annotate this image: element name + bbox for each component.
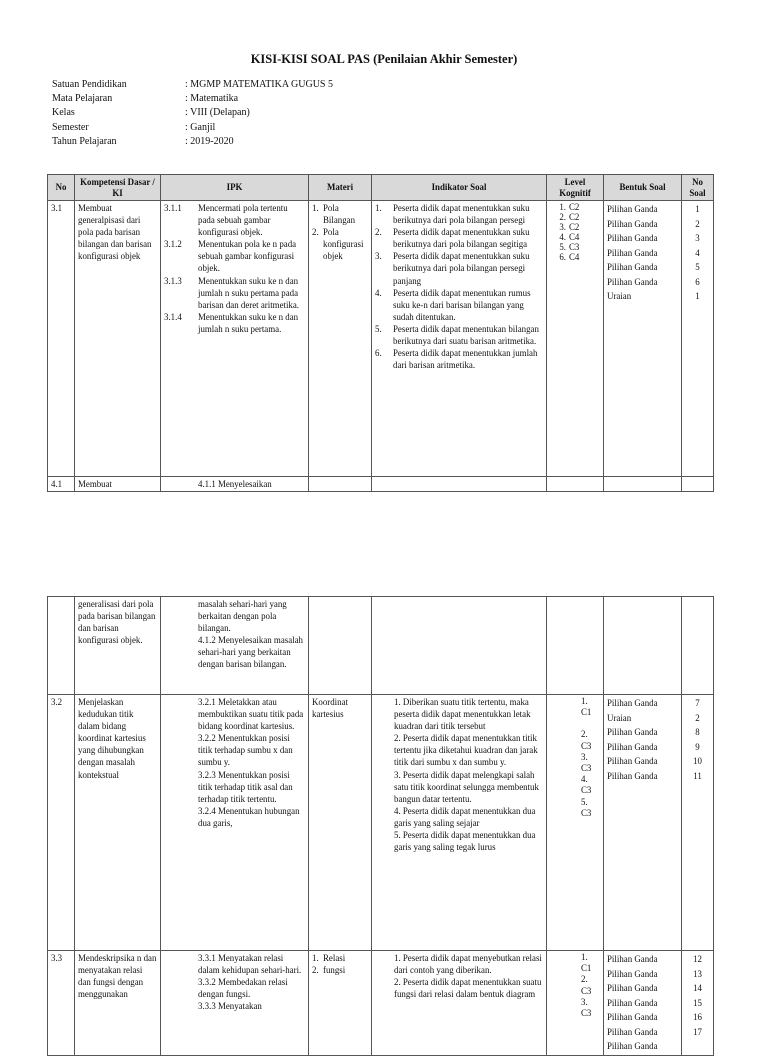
cell-nosoal [682,951,714,1056]
bentuk-item: Pilihan Ganda [607,997,658,1008]
level-text: 2. [581,974,588,985]
cell-kd: Membuat [75,477,161,492]
indikator-number: 2. [375,227,382,238]
level-text: C1 [581,707,592,718]
materi-item [312,202,368,226]
cell-materi [309,597,372,695]
level-number: 2. [559,212,566,222]
cell-materi [309,951,372,1056]
nosoal-item: 1 [695,204,700,214]
bentuk-item: Pilihan Ganda [607,727,658,737]
level-number: 3. [559,222,566,232]
cell-no: 3.2 [48,695,75,951]
level-text: C3 [581,763,592,774]
nosoal-item: 13 [693,968,702,979]
level-text: C2 [569,212,580,222]
cell-no: 3.3 [48,951,75,1056]
meta-label: Semester [52,121,89,133]
ipk-text: 3.2.3 Menentukkan posisi titik terhadap titik asal dan terhadap titik tertentu. [198,769,293,804]
ipk-number: 3.1.3 [164,275,182,286]
header-level: Level Kognitif [547,175,604,201]
cell-nosoal [682,477,714,492]
ipk-number: 3.1.4 [164,311,182,322]
ipk-text: 3.2.2 Menentukkan posisi titik terhadap sumbu x dan sumbu y. [198,733,293,768]
cell-level [547,695,604,951]
level-text: 5. [581,796,588,807]
cell-kd: Membuat generalpisasi dari pola pada barisan bilangan dan barisan konfigurasi objek [75,201,161,477]
nosoal-item: 10 [693,756,702,766]
cell-nosoal [682,695,714,951]
ipk-text: 3.2.1 Meletakkan atau membuktikan suatu titik pada bidang koordinat kartesius. [198,697,304,732]
level-text: 1. [581,952,588,962]
nosoal-item: 8 [695,727,700,737]
level-text: 4. [581,774,588,785]
cell-no: 3.1 [48,201,75,477]
indikator-text: Peserta didik dapat menentukan bilangan berikutnya dari suatu barisan aritmetika. [393,323,539,347]
cell-indikator [372,477,547,492]
cell-level [547,201,604,477]
meta-value: : Ganjil [185,121,216,133]
cell-bentuk [604,695,682,951]
document-meta [52,78,333,149]
ipk-number: 3.1.1 [164,203,182,213]
indikator-text: Peserta didik dapat menentukkan suku berikutnya dari pola bilangan persegi [393,203,530,226]
level-number: 5. [559,242,566,252]
ipk-item [164,311,305,335]
cell-ipk [161,695,309,951]
nosoal-item: 14 [693,983,702,993]
cell-indikator [372,951,547,1056]
materi-text: fungsi [323,965,346,976]
nosoal-item: 2 [695,218,700,229]
cell-nosoal [682,201,714,477]
table-row [48,597,714,695]
meta-value: : 2019-2020 [185,135,234,147]
nosoal-item: 9 [695,741,700,752]
indikator-number: 4. [375,287,382,298]
cell-ipk: 4.1.1 Menyelesaikan [161,477,309,492]
cell-ipk [161,597,309,695]
header-bentuk: Bentuk Soal [604,175,682,201]
indikator-text: 1. Peserta didik dapat menyebutkan relasi dari contoh yang diberikan. [394,953,542,976]
bentuk-item: Pilihan Ganda [607,741,658,752]
indikator-item [375,323,543,347]
ipk-text: masalah sehari-hari yang berkaitan dengan pola bilangan. [198,599,287,634]
level-text: C4 [569,232,580,242]
level-text: C2 [569,202,580,212]
table-row [48,201,714,477]
cell-kd: Mendeskripsika n dan menyatakan relasi dan fungsi dengan menggunakan [75,951,161,1056]
ipk-text: Mencermati pola tertentu pada sebuah gambar konfigurasi objek. [198,203,288,238]
level-number: 6. [559,252,566,262]
indikator-text: 2. Peserta didik dapat menentukkan titik tertentu jika diketahui kuadran dan jarak titik dari sumbu x dan sumbu y. [394,733,538,768]
level-text: C3 [581,807,592,818]
cell-no [48,597,75,695]
header-kd: Kompetensi Dasar / KI [75,175,161,201]
meta-label: Mata Pelajaran [52,93,113,105]
nosoal-item: 15 [693,997,702,1008]
cell-indikator [372,597,547,695]
table-row [48,695,714,951]
indikator-text: Peserta didik dapat menentukkan jumlah dari barisan aritmetika. [393,348,538,371]
ipk-text: Menentukkan suku ke n dan jumlah n suku pertama pada barisan dan deret aritmetika. [198,275,300,310]
indikator-item [375,202,543,226]
level-text: C3 [581,985,592,996]
level-item [550,232,600,242]
cell-materi: Koordinat kartesius [309,695,372,951]
indikator-number: 6. [375,348,382,359]
bentuk-item: Pilihan Ganda [607,1012,658,1022]
level-text: 2. [581,729,588,740]
nosoal-item: 7 [695,698,700,708]
indikator-text: Peserta didik dapat menentukan rumus suku ke-n dari barisan bilangan yang sudah ditentukan. [393,287,531,322]
cell-level [547,951,604,1056]
level-number: 1. [559,202,566,212]
bentuk-item: Pilihan Ganda [607,276,658,287]
materi-text: Pola Bilangan [323,203,356,226]
ipk-number: 3.1.2 [164,239,182,250]
cell-bentuk [604,477,682,492]
ipk-item [164,238,305,274]
cell-materi [309,201,372,477]
nosoal-item: 2 [695,712,700,723]
meta-value: : Matematika [185,93,239,105]
materi-text: Pola konfigurasi objek [323,227,364,262]
indikator-text: Peserta didik dapat menentukkan suku berikutnya dari pola bilangan persegi panjang [393,251,530,286]
materi-item [312,226,368,262]
bentuk-item: Pilihan Ganda [607,1041,658,1051]
indikator-number: 1. [375,203,382,213]
bentuk-item: Pilihan Ganda [607,770,658,781]
header-no: No [48,175,75,201]
cell-level [547,477,604,492]
meta-label: Satuan Pendidikan [52,79,127,90]
indikator-text: 3. Peserta didik dapat melengkapi salah satu titik koordinat selungga membentuk bangun datar tertentu. [394,769,539,804]
header-ipk: IPK [161,175,309,201]
bentuk-item: Pilihan Ganda [607,218,658,229]
meta-label: Kelas [52,107,75,119]
nosoal-item: 11 [693,770,702,781]
cell-kd: Menjelaskan kedudukan titik dalam bidang koordinat kartesius yang dihubungkan dengan masalah kontekstual [75,695,161,951]
indikator-text: 1. Diberikan suatu titik tertentu, maka peserta didik dapat menentukkan letak kuadran dari titik tersebut [394,697,531,732]
bentuk-item: Pilihan Ganda [607,968,658,979]
level-item [550,212,600,222]
ipk-text: 3.3.3 Menyatakan [198,1001,262,1012]
table-row [48,477,714,492]
bentuk-item: Pilihan Ganda [607,247,658,258]
indikator-item [375,347,543,371]
indikator-item [375,250,543,286]
ipk-text: 4.1.2 Menyelesaikan masalah sehari-hari yang berkaitan dengan barisan bilangan. [198,635,303,670]
ipk-text: 3.2.4 Menentukan hubungan dua garis, [198,805,300,828]
indikator-item [375,287,543,323]
table-row [48,951,714,1056]
indikator-text: 5. Peserta didik dapat menentukkan dua garis yang saling tegak lurus [394,830,536,853]
meta-row-semester [52,121,333,135]
level-text: C3 [569,242,580,252]
meta-row-tahun [52,135,333,149]
nosoal-item: 17 [693,1026,702,1037]
nosoal-item: 5 [695,262,700,272]
bentuk-item: Uraian [607,291,632,301]
cell-ipk [161,201,309,477]
nosoal-item: 3 [695,233,700,243]
level-text: 1. [581,696,588,706]
cell-bentuk [604,951,682,1056]
bentuk-item: Pilihan Ganda [607,954,658,964]
level-item [550,202,600,212]
page-title: KISI-KISI SOAL PAS (Penilaian Akhir Semester) [250,52,518,66]
meta-value: : VIII (Delapan) [185,107,250,119]
cell-no: 4.1 [48,477,75,492]
cell-materi [309,477,372,492]
indikator-item [375,226,543,250]
meta-label: Tahun Pelajaran [52,135,117,147]
ipk-text: 3.3.1 Menyatakan relasi dalam kehidupan sehari-hari. [198,953,302,976]
bentuk-item: Pilihan Ganda [607,1026,658,1037]
materi-item [312,964,368,976]
bentuk-item: Pilihan Ganda [607,233,658,243]
bentuk-item: Pilihan Ganda [607,204,658,214]
level-text: C1 [581,963,592,974]
header-nosoal: No Soal [682,175,714,201]
materi-number: 1. [312,953,319,963]
cell-ipk [161,951,309,1056]
ipk-item [164,202,305,238]
level-text: C4 [569,252,580,262]
ipk-text: Menentukan pola ke n pada sebuah gambar konfigurasi objek. [198,239,297,274]
ipk-item [164,275,305,311]
ipk-text: Menentukkan suku ke n dan jumlah n suku pertama. [198,311,299,334]
indikator-number: 5. [375,323,382,334]
nosoal-item: 12 [693,954,702,964]
meta-row-mapel [52,92,333,106]
level-text: C2 [569,222,580,232]
bentuk-item: Pilihan Ganda [607,756,658,766]
nosoal-item: 4 [695,247,700,258]
level-text: C3 [581,740,592,751]
level-text: C3 [581,1008,592,1019]
nosoal-item: 6 [695,276,700,287]
meta-row-satuan [52,78,333,92]
cell-level [547,597,604,695]
indikator-text: 4. Peserta didik dapat menentukkan dua garis yang saling sejajar [394,805,536,828]
bentuk-item: Uraian [607,712,632,723]
cell-indikator [372,201,547,477]
level-text [581,718,600,729]
cell-nosoal [682,597,714,695]
meta-row-kelas [52,106,333,120]
level-item [550,242,600,252]
kisi-kisi-table-page-2 [47,596,714,1056]
materi-text: Relasi [323,953,346,963]
table-header-row [48,175,714,201]
cell-bentuk [604,597,682,695]
level-text: 3. [581,751,588,762]
kisi-kisi-table-page-1 [47,174,714,492]
meta-value: : MGMP MATEMATIKA GUGUS 5 [185,79,333,90]
cell-indikator [372,695,547,951]
cell-kd: generalisasi dari pola pada barisan bilangan dan barisan konfigurasi objek. [75,597,161,695]
materi-number: 2. [312,965,319,976]
bentuk-item: Pilihan Ganda [607,698,658,708]
level-item [550,222,600,232]
materi-number: 1. [312,203,319,213]
level-text: C3 [581,785,592,796]
header-materi: Materi [309,175,372,201]
indikator-text: Peserta didik dapat menentukkan suku berikutnya dari pola bilangan segitiga [393,227,530,250]
cell-bentuk [604,201,682,477]
nosoal-item: 1 [695,291,700,301]
bentuk-item: Pilihan Ganda [607,983,658,993]
level-item [550,252,600,262]
indikator-number: 3. [375,251,382,262]
nosoal-item: 16 [693,1012,702,1022]
indikator-text: 2. Peserta didik dapat menentukkan suatu fungsi dari relasi dalam bentuk diagram [394,977,542,1000]
materi-number: 2. [312,227,319,238]
materi-item [312,952,368,964]
level-text: 3. [581,996,588,1007]
ipk-text: 3.3.2 Membedakan relasi dengan fungsi. [198,977,288,1000]
level-number: 4. [559,232,566,242]
header-indikator: Indikator Soal [372,175,547,201]
bentuk-item: Pilihan Ganda [607,262,658,272]
